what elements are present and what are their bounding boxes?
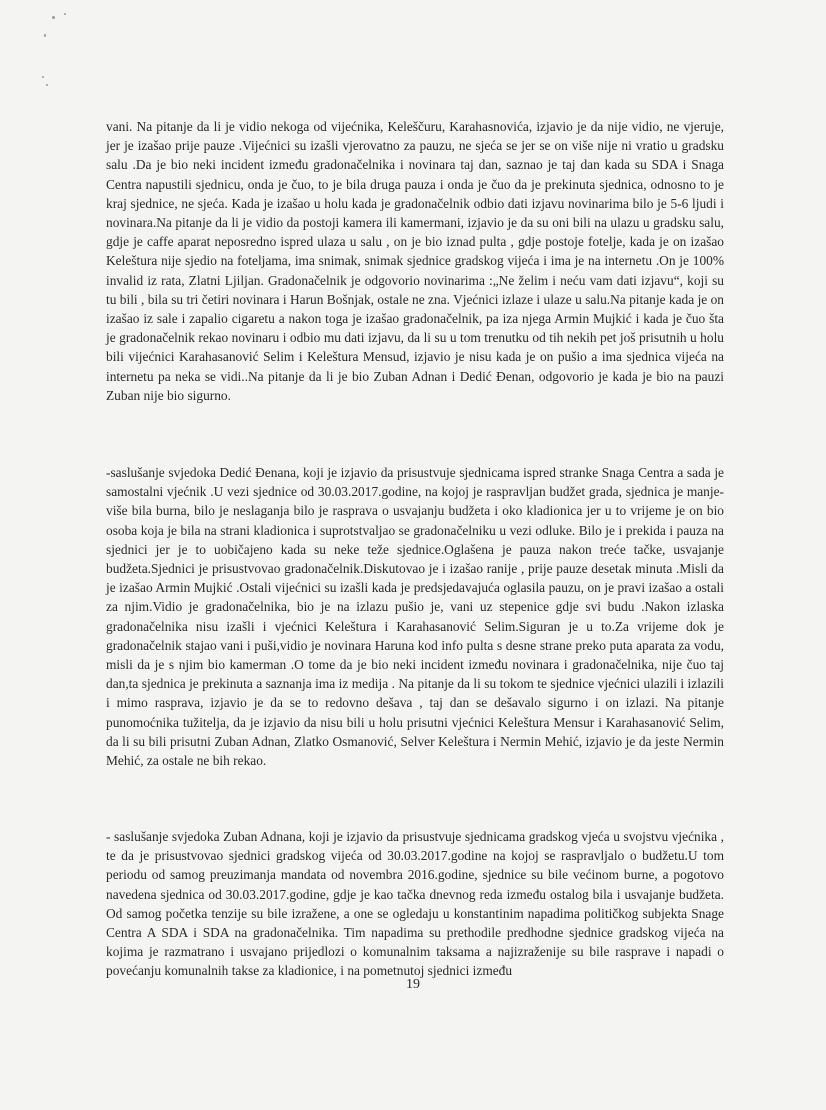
page-number: 19 <box>406 977 420 992</box>
speck <box>52 16 55 19</box>
speck <box>42 76 44 78</box>
paragraph-text: -saslušanje svjedoka Dedić Đenana, koji je izjavio da prisustvuje sjednicama ispred stranke Snaga Centra a sada je samostalni vjećnik .U vezi sjednice od 30.03.2017.godine, na kojoj je raspravljan budžet grada, sjednica je manje-više bila burna, bilo je neslaganja bilo je rasprava o usvajanju budžeta i oko kladionica jer u to vrijeme je on bio osoba koja je bila na strani kladionica i suprotstvaljao se gradonačelniku u vezi odluke. Bilo je i prekida i pauza na sjednici jer je to uobičajeno kada su neke teže sjednice.Oglašena je pauza nakon treće tačke, usvajanje budžeta.Sjednici je prisustvovao gradonačelnik.Diskutovao je i izašao ranije , prije pauze desetak minuta .Misli da je izašao Armin Mujkić .Ostali vijećnici su izašli kada je predsjedavajuća oglasila pauzu, on je pravi izašao a ostali za njim.Vidio je gradonačelnika, bio je na izlazu pušio je, vani uz stepenice gdje svi budu .Nakon izlaska gradonačelnika nisu izašli i vjećnici Keleštura i Karahasanović Selim.Siguran je u to.Za vrijeme dok je gradonačelnik stajao vani i puši,vidio je novinara Haruna kod info pulta s desne strane preko puta aparata za vodu, misli da je s njim bio kamerman .O tome da je bio neki incident između novinara i gradonačelnika, nije čuo taj dan,ta sjednica je prekinuta a saznanja ima iz medija . Na pitanje da li su tokom te sjednice vjećnici ulazili i izlazili i mimo rasprava, izjavio je da se to redovno dešava , taj dan se dešavalo sigurno i on izlazi. Na pitanje punomoćnika tužitelja, da je izjavio da nisu bili u holu prisutni vjećnici Keleštura Mensur i Karahasanović Selim, da li su bili prisutni Zuban Adnan, Zlatko Osmanović, Selver Keleštura i Nermin Mehić, izjavio je da jeste Nermin Mehić, za ostale ne bih rekao. <box>106 465 724 769</box>
speck <box>46 84 48 86</box>
speck <box>64 13 66 15</box>
paragraph-text: - saslušanje svjedoka Zuban Adnana, koji je izjavio da prisustvuje sjednicama gradskog vjeća u svojstvu vjećnika , te da je prisustvovao sjednici gradskog vijeća od 30.03.2017.godine na kojoj se raspravljalo o budžetu.U tom periodu od samog preuzimanja mandata od novembra 2016.godine, sjednice su bile većinom burne, a pogotovo navedena sjednica od 30.03.2017.godine, gdje je kao tačka dnevnog reda između ostalog bila i usvajanje budžeta. Od samog početka tenzije su bile izražene, a one se ogledaju u konstantinim napadima političkog subjekta Snage Centra A SDA i SDA na gradonačelnika. Tim napadima su prethodile predhodne sjednice gradskog vijeća na kojima je razmatrano i usvajano prijedlozi o komunalnim taksama a najizraženije su bile rasprave i napadi o povećanju komunalnih takse za kladionice, i na pometnutoj sjednici između <box>106 829 724 979</box>
paragraph-3 <box>106 827 724 981</box>
scan-specks <box>36 10 96 100</box>
paragraph-text: vani. Na pitanje da li je vidio nekoga od vijećnika, Keleščuru, Karahasnovića, izjavio je da nije vidio, ne vjeruje, jer je izašao prije pauze .Vijećnici su izašli vjerovatno za pauzu, ne sjeća se jer se on više nije ni vratio u gradsku salu .Da je bio neki incident između gradonačelnika i novinara taj dan, saznao je taj dan kada su SDA i Snaga Centra napustili sjednicu, onda je čuo, to je bila druga pauza i onda je čuo da je prekinuta sjednica, odnosno to je kraj sjednice, ne sjeća. Kada je izašao u holu kada je gradonačelnik odbio dati izjavu novinarima bilo je 5-6 ljudi i novinara.Na pitanje da li je vidio da postoji kamera ili kamermani, izjavio je da su oni bili na ulazu u gradsku salu, gdje je caffe aparat neposredno ispred ulaza u salu , on je bio iznad pulta , gdje postoje fotelje, kada je on izašao Keleštura nije sjedio na foteljama, ima snimak, snimak sjednice gradskog vijeća i ima je na internetu .On je 100% invalid iz rata, Zlatni Ljiljan. Gradonačelnik je odgovorio novinarima :„Ne želim i neću vam dati izjavu“, koji su tu bili , bila su tri četiri novinara i Harun Bošnjak, ostale ne zna. Vjećnici izlaze i ulaze u salu.Na pitanje kada je on izašao iz sale i zapalio cigaretu a nakon toga je izašao gradonačelnik, pa iza njega Armin Mujkić i kada je čuo šta je gradonačelnik rekao novinaru i odbio mu dati izjavu, da li su u tom trenutku od tih nekih pet još prisutnih u holu bili vijećnici Karahasanović Selim i Keleštura Mensud, izjavio je nisu kada je on pušio a ima sjednica vijeća na internetu pa neka se vidi..Na pitanje da li je bio Zuban Adnan i Dedić Đenan, odgovorio je kada je bio na pauzi Zuban nije bio sigurno. <box>106 119 724 403</box>
paragraph-2 <box>106 463 724 770</box>
speck <box>44 34 46 37</box>
paragraph-1 <box>106 117 724 405</box>
